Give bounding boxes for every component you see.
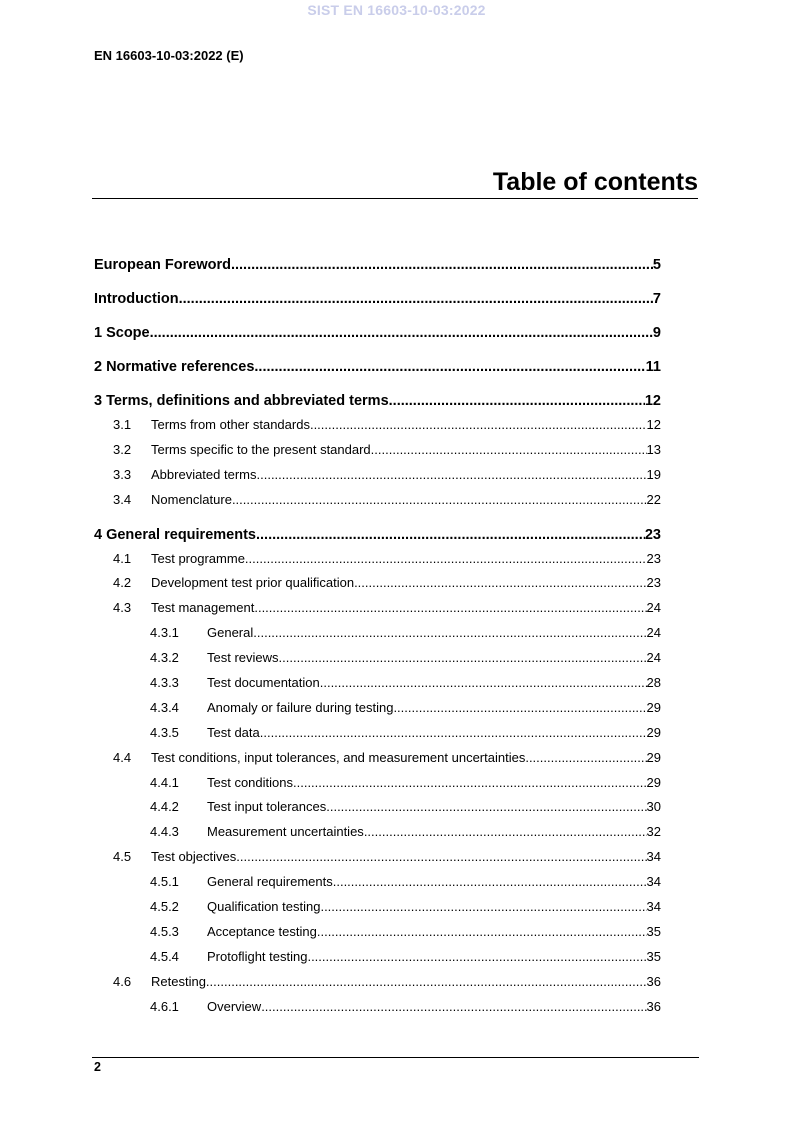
toc-entry-title: Test data <box>207 724 260 740</box>
toc-entry-title <box>94 253 231 277</box>
toc-entry-title: Terms specific to the present standard <box>151 441 371 457</box>
toc-entry-number: 4.3 <box>113 600 132 616</box>
toc-leader-dots <box>364 820 647 845</box>
toc-entry-title: Test reviews <box>207 650 279 666</box>
toc-entry-page: 35 <box>646 923 661 939</box>
toc-entry-page: 29 <box>646 749 661 765</box>
toc-entry-page: 34 <box>646 874 661 890</box>
toc-entry[interactable] <box>94 970 661 995</box>
toc-entry-title: Protoflight testing <box>207 948 308 964</box>
toc-leader-dots <box>256 523 645 547</box>
toc-entry[interactable] <box>94 321 661 345</box>
toc-entry-page: 35 <box>646 948 661 964</box>
toc-entry-number: 4.4.1 <box>150 774 179 790</box>
toc-entry-number: 4.3.2 <box>150 650 179 666</box>
toc-entry-title: Test objectives <box>151 849 237 865</box>
toc-entry-page: 30 <box>646 799 661 815</box>
toc-entry-title: Acceptance testing <box>207 923 317 939</box>
toc-entry-title: Qualification testing <box>207 899 321 915</box>
toc-leader-dots <box>310 413 647 438</box>
toc-entry[interactable] <box>94 596 661 621</box>
toc-entry-page: 29 <box>646 774 661 790</box>
toc-entry[interactable] <box>94 621 661 646</box>
toc-entry[interactable] <box>94 746 661 771</box>
toc-entry-title: Nomenclature <box>151 491 232 507</box>
toc-entry[interactable] <box>94 646 661 671</box>
toc-entry-title: Test documentation <box>207 675 320 691</box>
toc-entry[interactable] <box>94 547 661 572</box>
toc-leader-dots <box>354 571 646 596</box>
toc-entry-title: Test management <box>151 600 255 616</box>
toc-leader-dots <box>179 287 653 311</box>
toc-entry-title-text: Normative references <box>106 359 255 375</box>
toc-leader-dots <box>253 621 646 646</box>
toc-leader-dots <box>231 253 653 277</box>
toc-entry[interactable] <box>94 995 661 1020</box>
toc-entry[interactable] <box>94 287 661 311</box>
toc-entry-page: 22 <box>646 491 661 507</box>
toc-entry-title: General <box>207 625 254 641</box>
toc-leader-dots <box>150 321 653 345</box>
toc-entry-title: Retesting <box>151 973 206 989</box>
toc-leader-dots <box>279 646 647 671</box>
toc-entry-title-text: General requirements <box>106 526 256 543</box>
toc-entry[interactable] <box>94 355 661 379</box>
toc-entry[interactable] <box>94 438 661 463</box>
toc-entry-page: 24 <box>646 600 661 616</box>
toc-leader-dots <box>261 995 646 1020</box>
toc-entry-title: General requirements <box>207 874 333 890</box>
toc-entry[interactable] <box>94 253 661 277</box>
toc-entry-number: 3.1 <box>113 417 132 432</box>
toc-entry-number: 4.3.5 <box>150 724 179 740</box>
toc-leader-dots <box>232 488 647 513</box>
toc-entry-title: Test conditions, input tolerances, and measurement uncertainties <box>151 749 526 765</box>
toc-entry-page: 23 <box>646 575 661 591</box>
toc-entry-title: Terms from other standards <box>151 417 310 432</box>
toc-entry-page: 34 <box>646 899 661 915</box>
toc-entry-title-text: Terms, definitions and abbreviated terms <box>106 393 389 409</box>
toc-entry-number: 4.1 <box>113 550 132 566</box>
toc-leader-dots <box>307 945 646 970</box>
toc-entry-number: 4.4.2 <box>150 799 179 815</box>
toc-entry[interactable] <box>94 721 661 746</box>
toc-entry[interactable] <box>94 671 661 696</box>
toc-leader-dots <box>260 721 647 746</box>
toc-leader-dots <box>254 355 645 379</box>
table-of-contents <box>94 253 661 1019</box>
toc-leader-dots <box>389 389 645 413</box>
toc-entry-title: Abbreviated terms <box>151 466 257 482</box>
toc-entry-number: 4.6 <box>113 973 132 989</box>
toc-entry-title <box>94 523 256 547</box>
toc-leader-dots <box>525 746 646 771</box>
toc-leader-dots <box>333 870 647 895</box>
toc-entry[interactable] <box>94 920 661 945</box>
toc-entry[interactable] <box>94 820 661 845</box>
toc-entry-page: 12 <box>644 393 661 409</box>
toc-entry-page: 11 <box>645 359 661 375</box>
toc-entry[interactable] <box>94 523 661 547</box>
toc-entry-title <box>94 287 179 311</box>
document-id: EN 16603-10-03:2022 (E) <box>94 48 244 63</box>
toc-entry-number: 4.5.1 <box>150 874 179 890</box>
toc-leader-dots <box>257 463 647 488</box>
page-number: 2 <box>94 1060 101 1074</box>
toc-entry-number: 4.3.3 <box>150 675 179 691</box>
toc-entry-title-text: European Foreword <box>94 257 231 273</box>
toc-entry-page: 29 <box>646 699 661 715</box>
toc-entry-page: 19 <box>646 466 661 482</box>
toc-entry[interactable] <box>94 845 661 870</box>
toc-entry-page: 29 <box>646 724 661 740</box>
toc-entry[interactable] <box>94 795 661 820</box>
toc-entry-title-text: Scope <box>106 325 150 341</box>
toc-entry-number: 4.3.4 <box>150 699 179 715</box>
toc-entry-page: 13 <box>646 441 661 457</box>
toc-entry-number: 4.5 <box>113 849 132 865</box>
toc-entry-number: 3.3 <box>113 466 132 482</box>
toc-entry-title: Test programme <box>151 550 245 566</box>
toc-entry-page: 24 <box>646 650 661 666</box>
toc-entry-page: 7 <box>652 291 661 307</box>
toc-entry-page: 34 <box>646 849 661 865</box>
toc-leader-dots <box>293 771 647 796</box>
toc-entry-title: Measurement uncertainties <box>207 824 364 840</box>
toc-entry-number: 4.4.3 <box>150 824 179 840</box>
toc-entry-page: 24 <box>646 625 661 641</box>
toc-entry-page: 23 <box>646 550 661 566</box>
toc-leader-dots <box>317 920 647 945</box>
toc-entry-page: 28 <box>646 675 661 691</box>
toc-entry-title: Test input tolerances <box>207 799 327 815</box>
toc-entry-title <box>94 321 150 345</box>
toc-entry-title: Development test prior qualification <box>151 575 355 591</box>
toc-leader-dots <box>206 970 647 995</box>
toc-entry-page: 36 <box>646 973 661 989</box>
toc-leader-dots <box>236 845 646 870</box>
toc-leader-dots <box>254 596 646 621</box>
toc-entry-number: 4.4 <box>113 749 132 765</box>
toc-entry-number: 3.2 <box>113 441 132 457</box>
footer-rule <box>92 1057 699 1058</box>
toc-entry-title <box>94 355 254 379</box>
toc-leader-dots <box>371 438 647 463</box>
toc-entry-page: 36 <box>646 998 661 1014</box>
toc-entry[interactable] <box>94 895 661 920</box>
toc-entry-page: 23 <box>644 526 661 543</box>
toc-leader-dots <box>320 895 646 920</box>
toc-leader-dots <box>393 696 646 721</box>
toc-entry-title: Test conditions <box>207 774 293 790</box>
toc-entry-title: Anomaly or failure during testing <box>207 699 394 715</box>
watermark: SIST EN 16603-10-03:2022 <box>307 2 486 18</box>
toc-entry[interactable] <box>94 870 661 895</box>
toc-entry-number: 4.6.1 <box>150 998 179 1014</box>
toc-entry-page: 32 <box>646 824 661 840</box>
toc-entry[interactable] <box>94 571 661 596</box>
toc-entry-chapter-number: 1 <box>94 325 103 341</box>
toc-entry[interactable] <box>94 771 661 796</box>
toc-entry-title-text: Introduction <box>94 291 179 307</box>
toc-leader-dots <box>326 795 646 820</box>
toc-entry-page: 12 <box>646 417 661 432</box>
toc-entry[interactable] <box>94 463 661 488</box>
toc-entry-number: 4.3.1 <box>150 625 179 641</box>
toc-entry-page: 5 <box>652 257 661 273</box>
toc-entry[interactable] <box>94 389 661 413</box>
toc-entry-title: Overview <box>207 998 262 1014</box>
toc-entry[interactable] <box>94 413 661 438</box>
toc-entry-number: 4.5.2 <box>150 899 179 915</box>
toc-entry-number: 3.4 <box>113 491 132 507</box>
toc-leader-dots <box>245 547 647 572</box>
toc-entry-chapter-number: 4 <box>94 526 103 543</box>
toc-entry-number: 4.5.3 <box>150 923 179 939</box>
toc-entry-number: 4.5.4 <box>150 948 179 964</box>
toc-entry-title <box>94 389 389 413</box>
toc-entry-page: 9 <box>652 325 661 341</box>
toc-entry-number: 4.2 <box>113 575 132 591</box>
toc-entry-chapter-number: 2 <box>94 359 103 375</box>
toc-entry-chapter-number: 3 <box>94 393 103 409</box>
toc-entry[interactable] <box>94 696 661 721</box>
toc-leader-dots <box>320 671 647 696</box>
toc-heading: Table of contents <box>92 167 698 199</box>
toc-entry[interactable] <box>94 488 661 513</box>
toc-entry[interactable] <box>94 945 661 970</box>
